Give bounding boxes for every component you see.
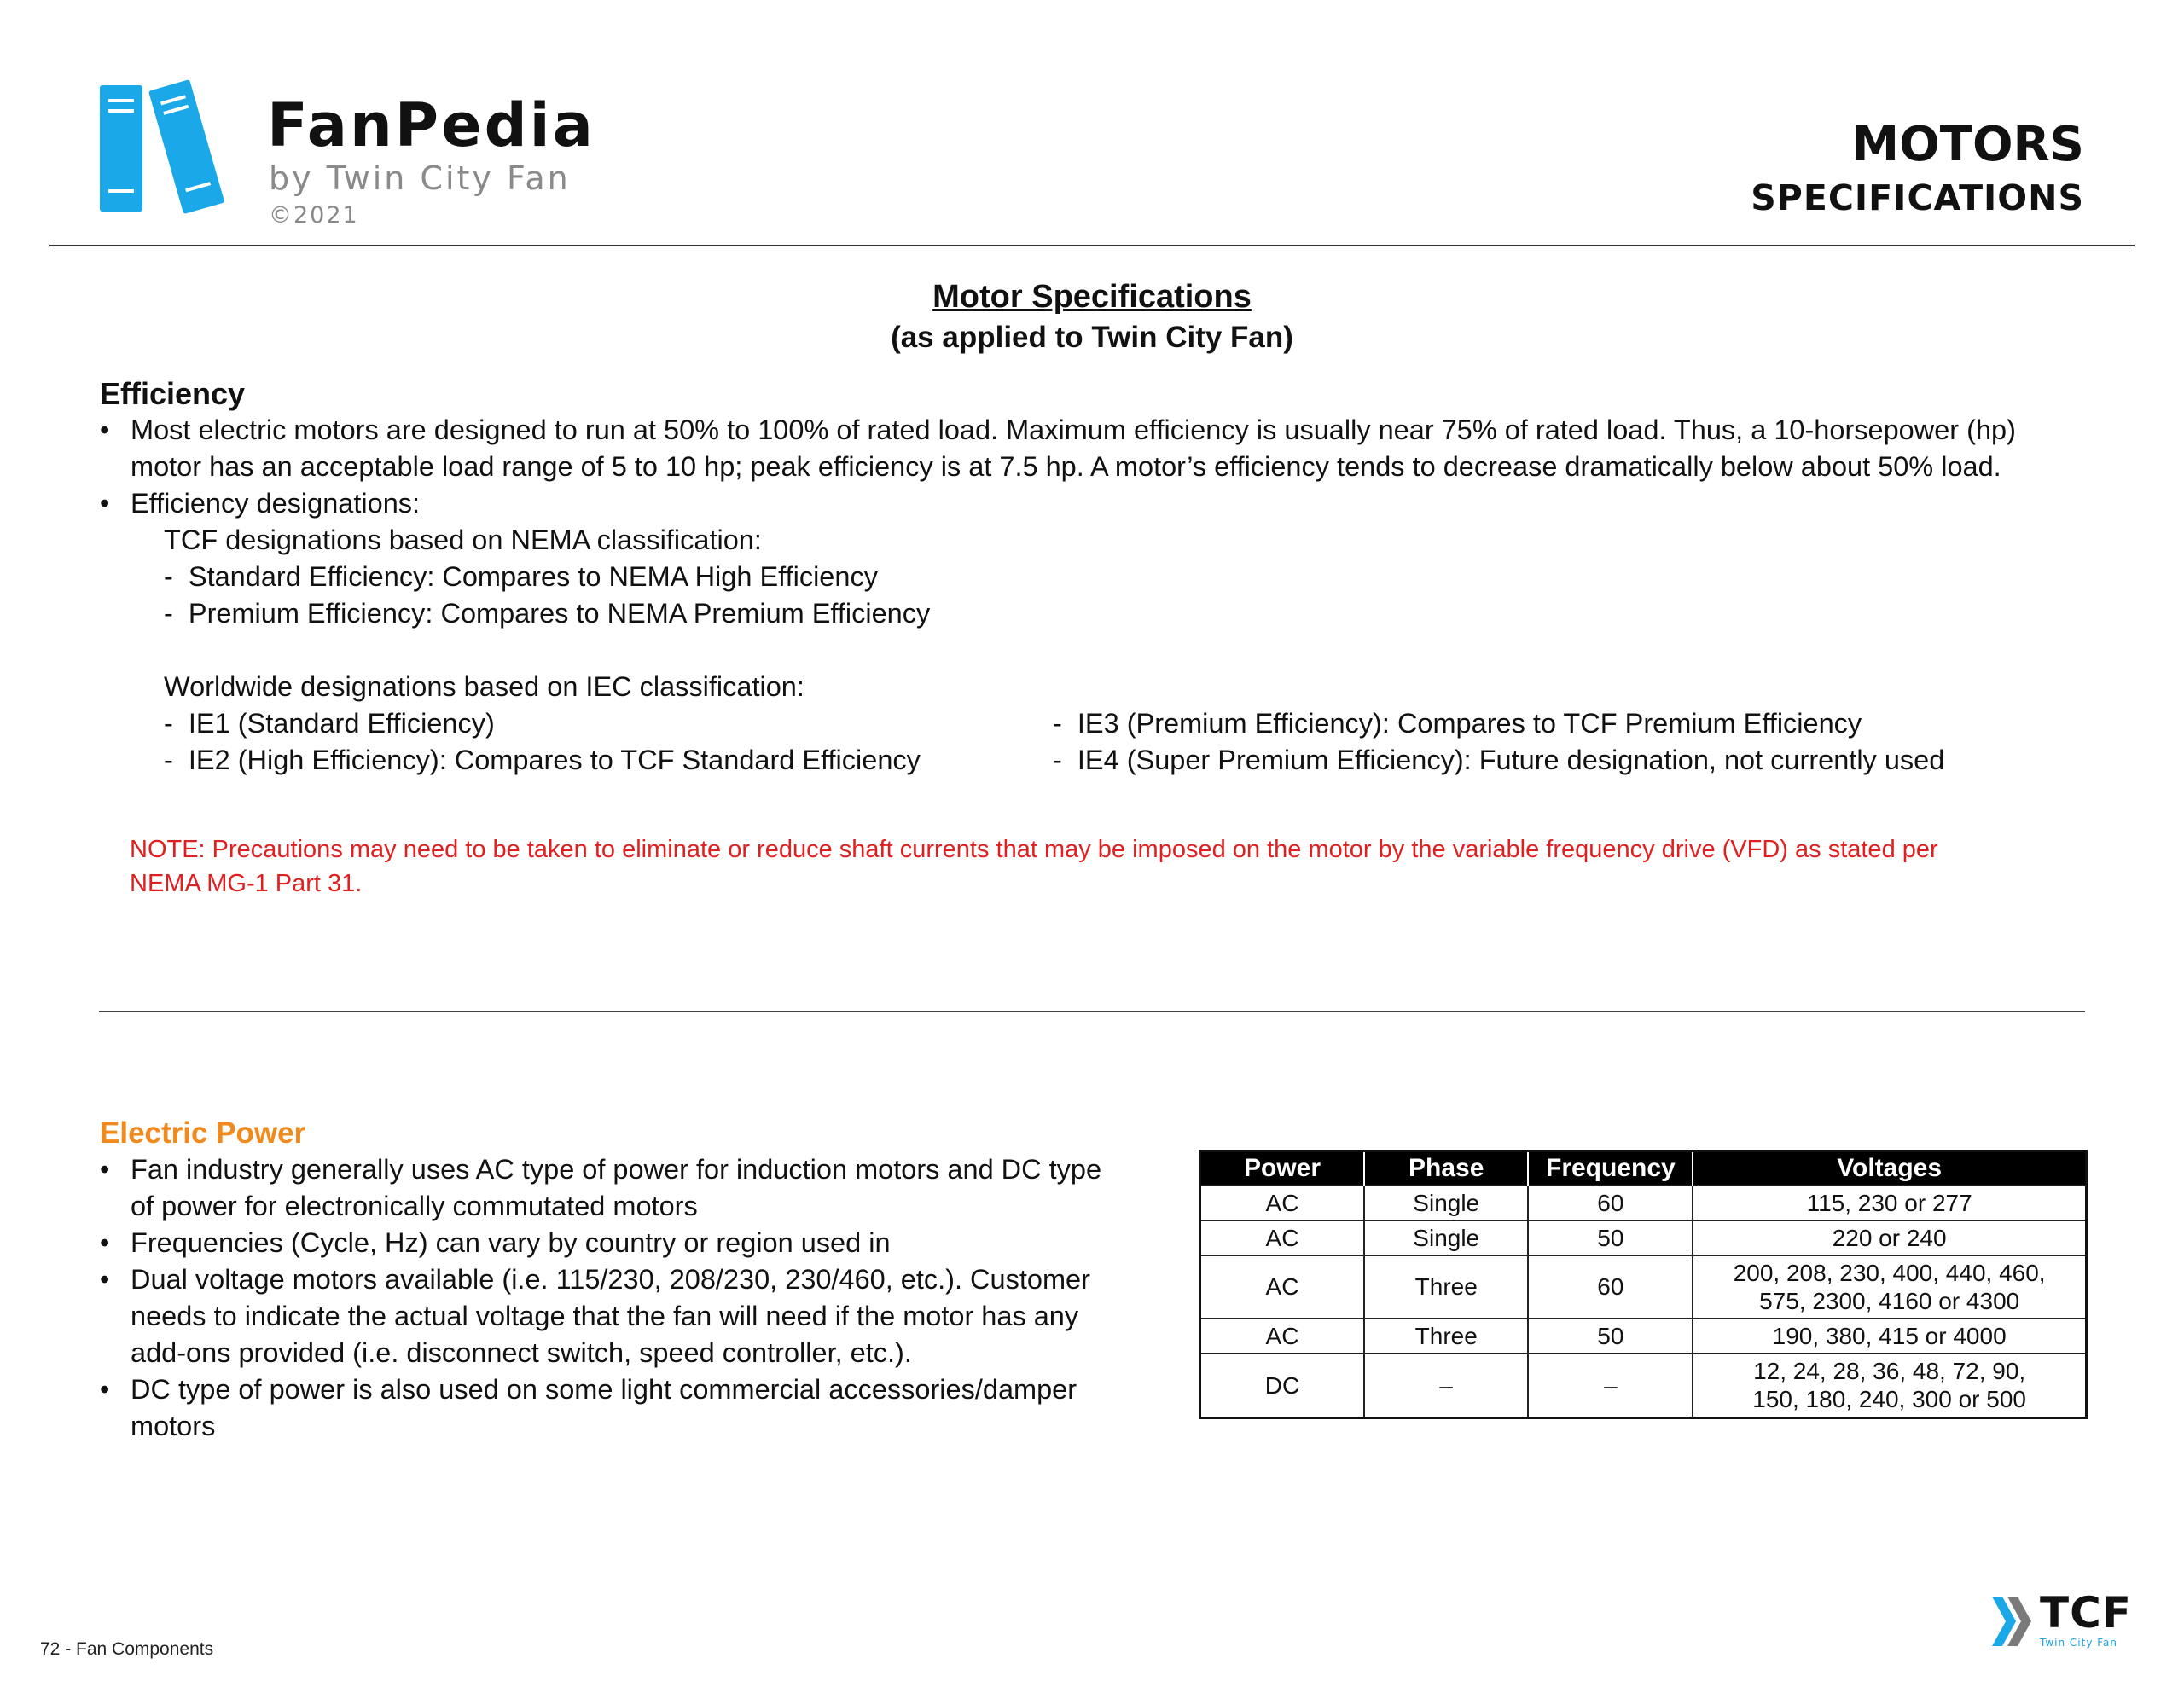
bullet-line: of power for electronically commutated motors [131,1191,698,1221]
power-bullet [100,1225,1149,1261]
cell-frequency: – [1528,1354,1693,1418]
cell-phase: Three [1364,1255,1528,1319]
cell-voltages [1693,1354,2086,1418]
cell-frequency: 50 [1528,1220,1693,1255]
table-row [1200,1255,2087,1319]
cell-voltages [1693,1255,2086,1319]
bullet-line: Dual voltage motors available (i.e. 115/230, 208/230, 230/460, etc.). Customer [131,1264,1090,1295]
page-title: Motor Specifications [932,279,1252,315]
cell-phase: Single [1364,1220,1528,1255]
bullet-dot: • [100,1154,110,1185]
cell-frequency: 60 [1528,1255,1693,1319]
note-line: NOTE: Precautions may need to be taken to eliminate or reduce shaft currents that may be imposed on the motor by the variable frequency drive (VFD) as stated per [130,836,1938,863]
bullet-line: Frequencies (Cycle, Hz) can vary by country or region used in [131,1227,891,1258]
power-bullet [100,1151,1149,1225]
section-title: MOTORS [1851,117,2084,172]
column-header-power: Power [1200,1151,1364,1186]
brand-byline: by Twin City Fan [269,159,571,197]
double-chevron-icon [1990,1595,2038,1648]
bullet-line: DC type of power is also used on some light commercial accessories/damper [131,1374,1077,1405]
table-header-row [1200,1151,2087,1186]
table-row [1200,1186,2087,1220]
cell-power: AC [1200,1186,1364,1220]
fanpedia-logo [98,78,678,232]
efficiency-heading: Efficiency [100,376,246,411]
page-footer-label: 72 - Fan Components [40,1639,214,1659]
bullet-line: Fan industry generally uses AC type of power for induction motors and DC type [131,1154,1102,1185]
note-line: NEMA MG-1 Part 31. [130,870,363,897]
tcf-subtitle: Twin City Fan [2040,1637,2118,1649]
cell-power: AC [1200,1319,1364,1354]
column-header-frequency: Frequency [1528,1151,1693,1186]
cell-phase: Three [1364,1319,1528,1354]
electric-power-heading: Electric Power [100,1116,306,1150]
bullet-dot: • [100,488,110,519]
bullet-line: Efficiency designations: [131,488,421,519]
bullet-dot: • [100,1227,110,1258]
efficiency-bullet-2 [100,485,2096,522]
power-bullet [100,1371,1149,1445]
power-bullet [100,1261,1149,1371]
header-divider [49,245,2135,246]
bullet-dot: • [100,415,110,445]
column-header-voltages: Voltages [1693,1151,2086,1186]
tcf-designation-item: - Standard Efficiency: Compares to NEMA High Efficiency [164,561,878,592]
voltages-line: 12, 24, 28, 36, 48, 72, 90, [1753,1358,2026,1385]
bullet-line: motors [131,1411,216,1441]
cell-power: AC [1200,1220,1364,1255]
voltage-spec-table [1199,1150,2088,1419]
voltages-line: 575, 2300, 4160 or 4300 [1759,1287,2020,1314]
iec-designation-item: - IE4 (Super Premium Efficiency): Future designation, not currently used [1053,745,1945,775]
cell-frequency: 50 [1528,1319,1693,1354]
voltages-line: 190, 380, 415 or 4000 [1772,1322,2007,1349]
page-subtitle: (as applied to Twin City Fan) [891,321,1293,354]
cell-voltages [1693,1186,2086,1220]
bullet-line: add-ons provided (i.e. disconnect switch, speed controller, etc.). [131,1337,912,1368]
copyright: ©2021 [269,202,359,229]
tcf-wordmark: TCF [2040,1588,2132,1638]
column-header-phase: Phase [1364,1151,1528,1186]
table-row [1200,1220,2087,1255]
vfd-note [130,832,2024,901]
tcf-logo [1990,1588,2144,1653]
section-subtitle: SPECIFICATIONS [1751,177,2084,218]
cell-voltages [1693,1319,2086,1354]
bullet-dot: • [100,1264,110,1295]
voltages-line: 150, 180, 240, 300 or 500 [1752,1386,2026,1413]
iec-designation-item: - IE2 (High Efficiency): Compares to TCF Standard Efficiency [164,745,921,775]
efficiency-bullet-1 [100,412,2096,485]
voltages-line: 115, 230 or 277 [1806,1189,1972,1216]
cell-phase: – [1364,1354,1528,1418]
cell-frequency: 60 [1528,1186,1693,1220]
voltages-line: 200, 208, 230, 400, 440, 460, [1733,1259,2046,1286]
bullet-line: Most electric motors are designed to run at 50% to 100% of rated load. Maximum efficiency is usually near 75% of rated load. Thus, a 10-horsepower (hp) [131,415,2016,445]
cell-phase: Single [1364,1186,1528,1220]
section-divider [99,1011,2085,1012]
bullet-line: needs to indicate the actual voltage that the fan will need if the motor has any [131,1301,1079,1331]
table-row [1200,1319,2087,1354]
tcf-designations-heading: TCF designations based on NEMA classification: [164,525,762,555]
cell-power: AC [1200,1255,1364,1319]
voltages-line: 220 or 240 [1832,1224,1947,1251]
cell-power: DC [1200,1354,1364,1418]
iec-designation-item: - IE1 (Standard Efficiency) [164,708,495,739]
cell-voltages [1693,1220,2086,1255]
table-row [1200,1354,2087,1418]
tcf-designation-item: - Premium Efficiency: Compares to NEMA Premium Efficiency [164,598,931,629]
bullet-line: motor has an acceptable load range of 5 to 10 hp; peak efficiency is at 7.5 hp. A motor’s efficiency tends to decrease dramatically below about 50% load. [131,451,2001,482]
bullet-dot: • [100,1374,110,1405]
iec-designation-item: - IE3 (Premium Efficiency): Compares to TCF Premium Efficiency [1053,708,1862,739]
books-icon [98,78,243,222]
brand-name: FanPedia [267,90,595,160]
iec-designations-heading: Worldwide designations based on IEC classification: [164,671,804,702]
